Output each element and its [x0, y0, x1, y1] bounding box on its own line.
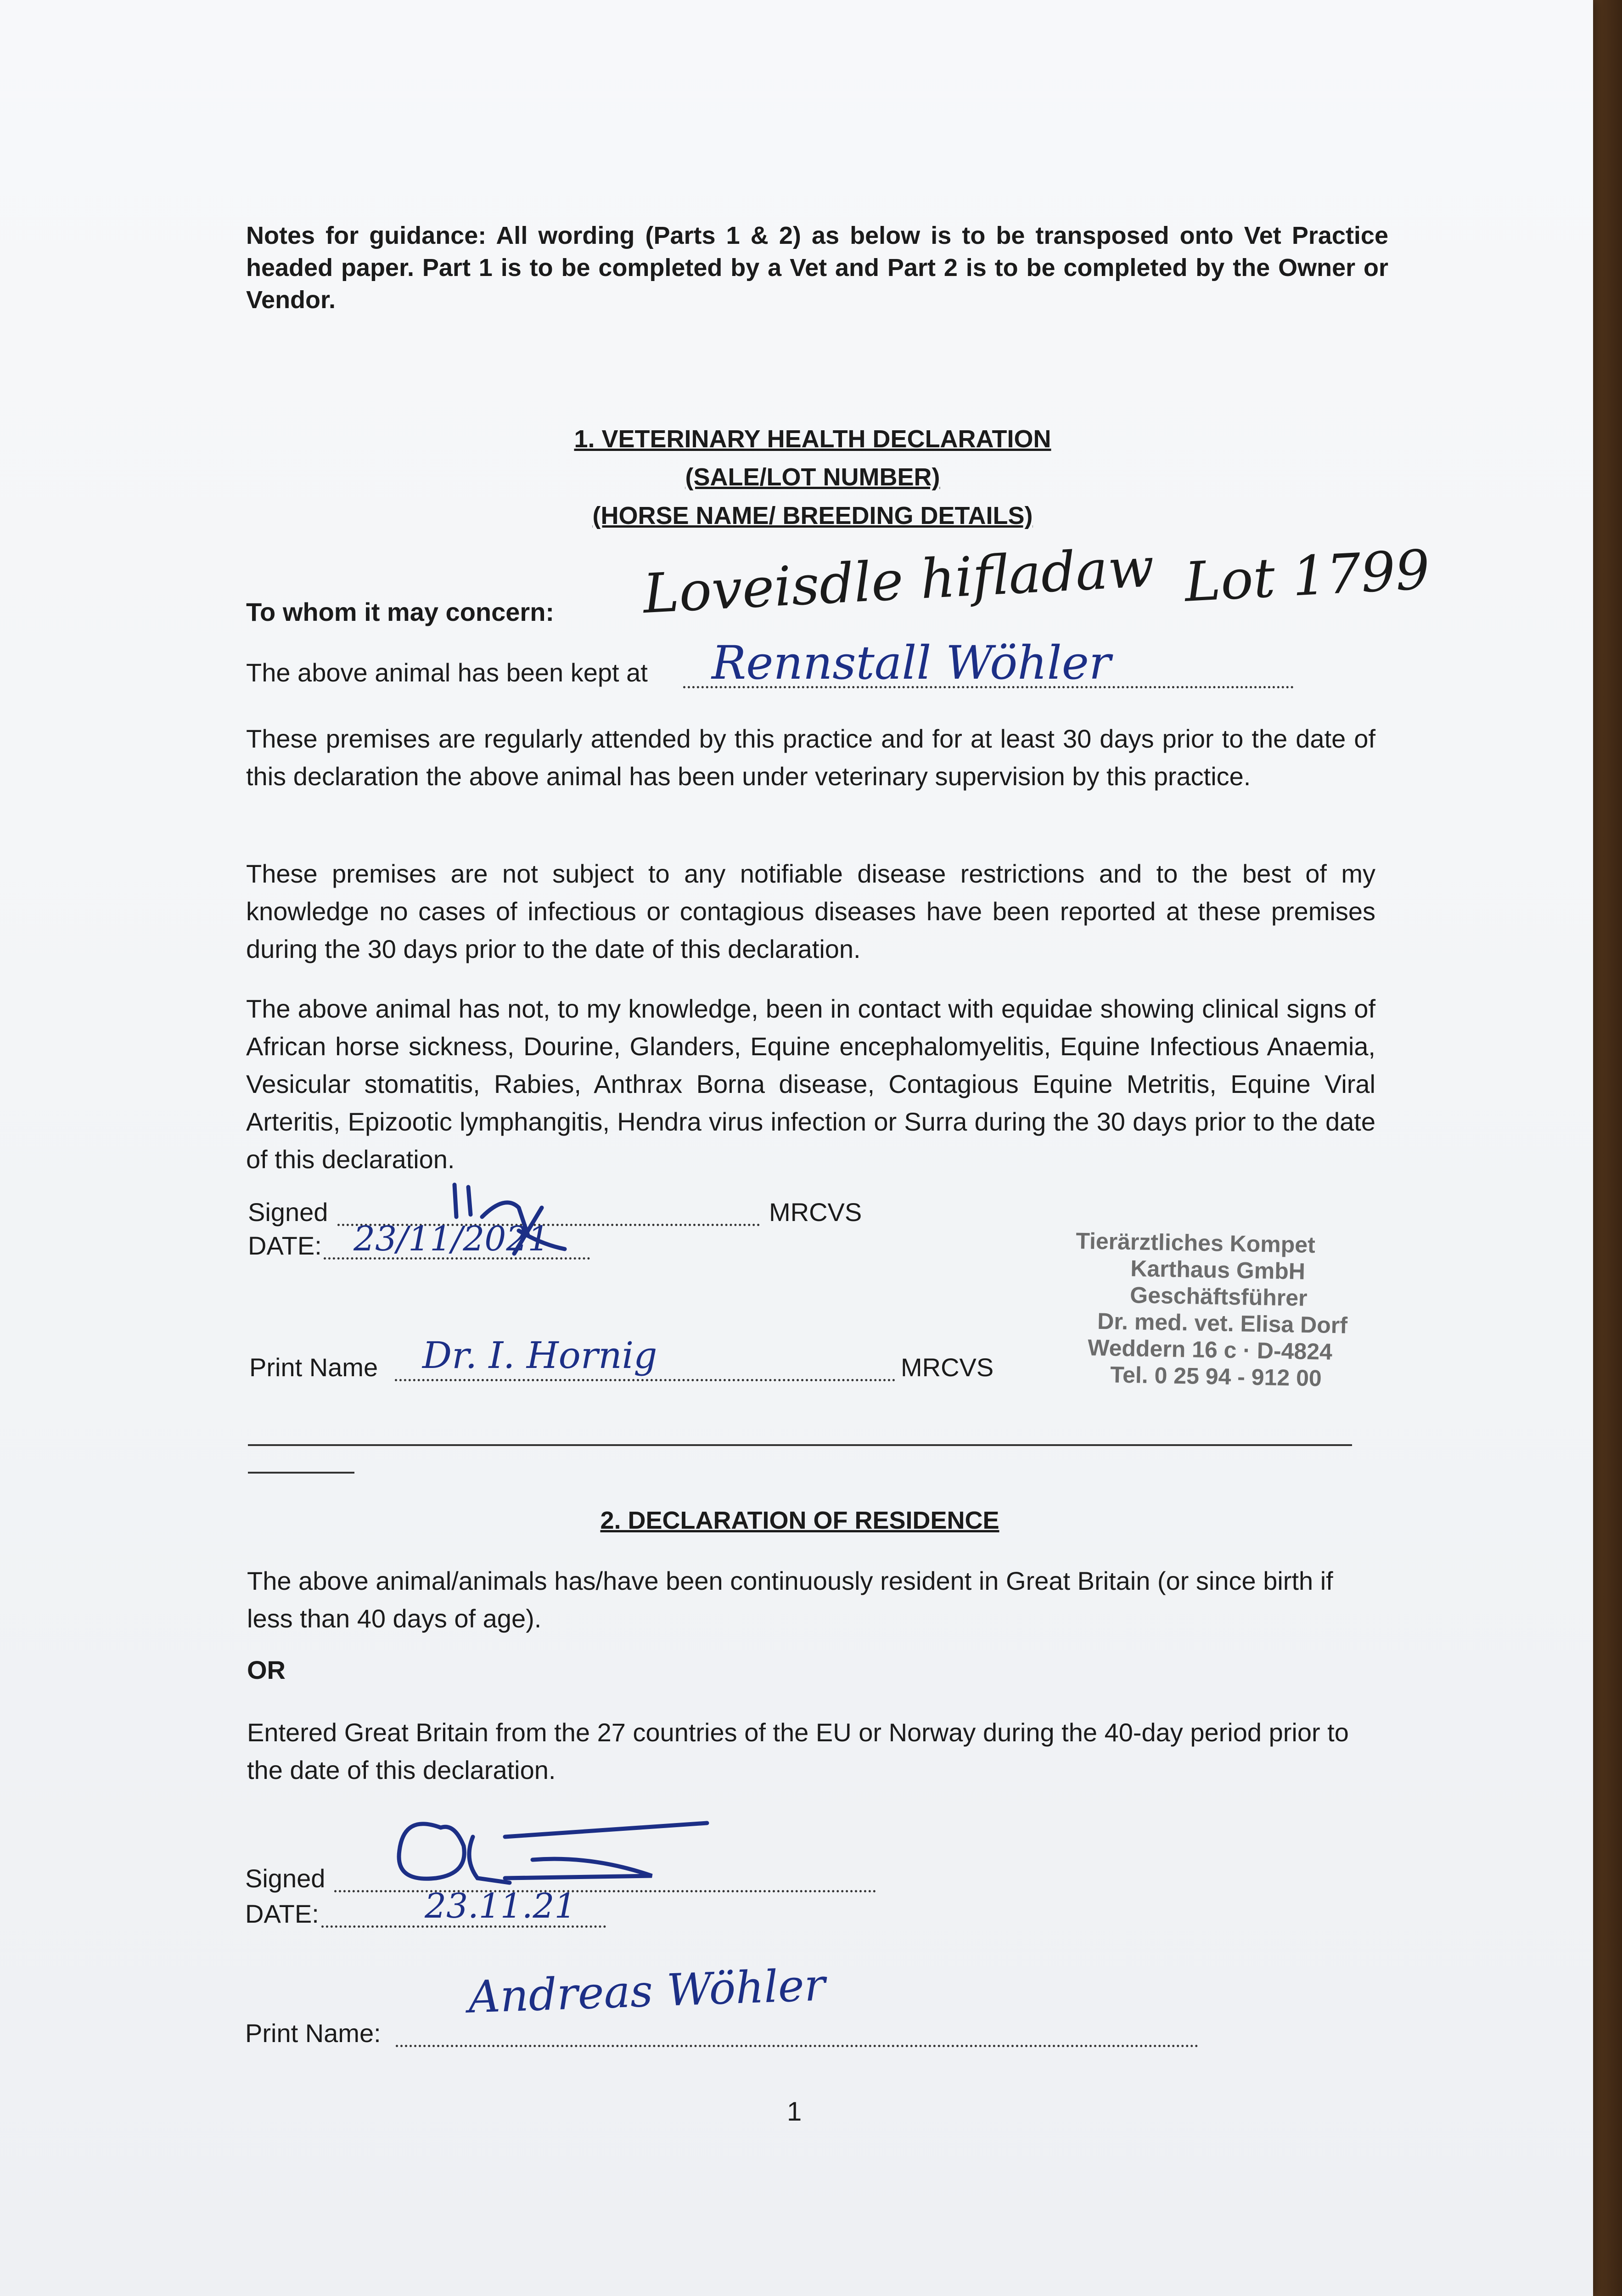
owner-signed-label: Signed — [245, 1864, 326, 1893]
handwritten-owner-date: 23.11.21 — [425, 1886, 576, 1926]
guidance-notes: Notes for guidance: All wording (Parts 1 & 2) as below is to be transposed onto Vet Practice headed paper. Part 1 is to be completed by a Vet and Part 2 is to be completed by the Owner or Vendor. — [246, 222, 1388, 314]
restrictions-paragraph: These premises are not subject to any notifiable disease restrictions and to the best of my knowledge no cases of infectious or contagious diseases have been reported at these premises during the 30 days prior to the date of this declaration. — [246, 859, 1375, 963]
vet-print-name-mrcvs: MRCVS — [901, 1353, 994, 1382]
section-divider-short — [248, 1472, 354, 1474]
handwritten-premises: Rennstall Wöhler — [712, 636, 1111, 690]
handwritten-lot-number: Lot 1799 — [1183, 538, 1431, 614]
handwritten-vet-name: Dr. I. Hornig — [422, 1334, 657, 1377]
handwritten-owner-name: Andreas Wöhler — [467, 1959, 826, 2023]
section2-title: 2. DECLARATION OF RESIDENCE — [600, 1507, 999, 1534]
owner-print-name-label: Print Name: — [245, 2019, 381, 2048]
section1-title: 1. VETERINARY HEALTH DECLARATION — [574, 425, 1051, 453]
kept-at-label: The above animal has been kept at — [246, 658, 648, 687]
or-separator: OR — [247, 1655, 286, 1684]
section-divider — [248, 1444, 1352, 1446]
owner-signature-line — [334, 1885, 876, 1892]
disease-contact-paragraph: The above animal has not, to my knowledge, been in contact with equidae showing clinical signs of African horse sickness, Dourine, Glanders, Equine encephalomyelitis, Equine Infectious Anaemia, Vesicular stomatitis, Rabies, Anthrax Borna disease, Contagious Equine Metritis, Equine Viral Arteritis, Epizootic lymphangitis, Hendra virus infection or Surra during the 30 days prior to the date of this declaration. — [246, 994, 1375, 1174]
supervision-paragraph: These premises are regularly attended by this practice and for at least 30 days prior to the date of this declaration the above animal has been under veterinary supervision by this practice. — [246, 724, 1375, 791]
residence-paragraph: The above animal/animals has/have been continuously resident in Great Britain (or since birth if less than 40 days of age). — [247, 1566, 1333, 1633]
section1-subtitle-horse: (HORSE NAME/ BREEDING DETAILS) — [592, 502, 1033, 529]
vet-signed-mrcvs: MRCVS — [769, 1198, 862, 1227]
page-number: 1 — [787, 2097, 802, 2127]
handwritten-vet-date: 23/11/2021 — [354, 1219, 550, 1259]
owner-date-label: DATE: — [245, 1899, 319, 1928]
owner-print-name-line — [396, 2040, 1198, 2047]
practice-stamp: Tierärztliches Kompet Karthaus GmbH Geschäftsführer Dr. med. vet. Elisa Dorf Weddern 16 c · D-4824 Tel. 0 25 94 - 912 00 — [1075, 1228, 1348, 1391]
handwritten-horse-name: Loveisdle hifladaw — [641, 535, 1156, 626]
eu-entry-paragraph: Entered Great Britain from the 27 countries of the EU or Norway during the 40-day period prior to the date of this declaration. — [247, 1718, 1349, 1784]
vet-date-label: DATE: — [248, 1231, 322, 1260]
vet-print-name-label: Print Name — [249, 1353, 378, 1382]
section1-subtitle-lot: (SALE/LOT NUMBER) — [685, 463, 940, 491]
vet-signed-label: Signed — [248, 1198, 328, 1227]
to-whom-heading: To whom it may concern: — [246, 597, 555, 626]
